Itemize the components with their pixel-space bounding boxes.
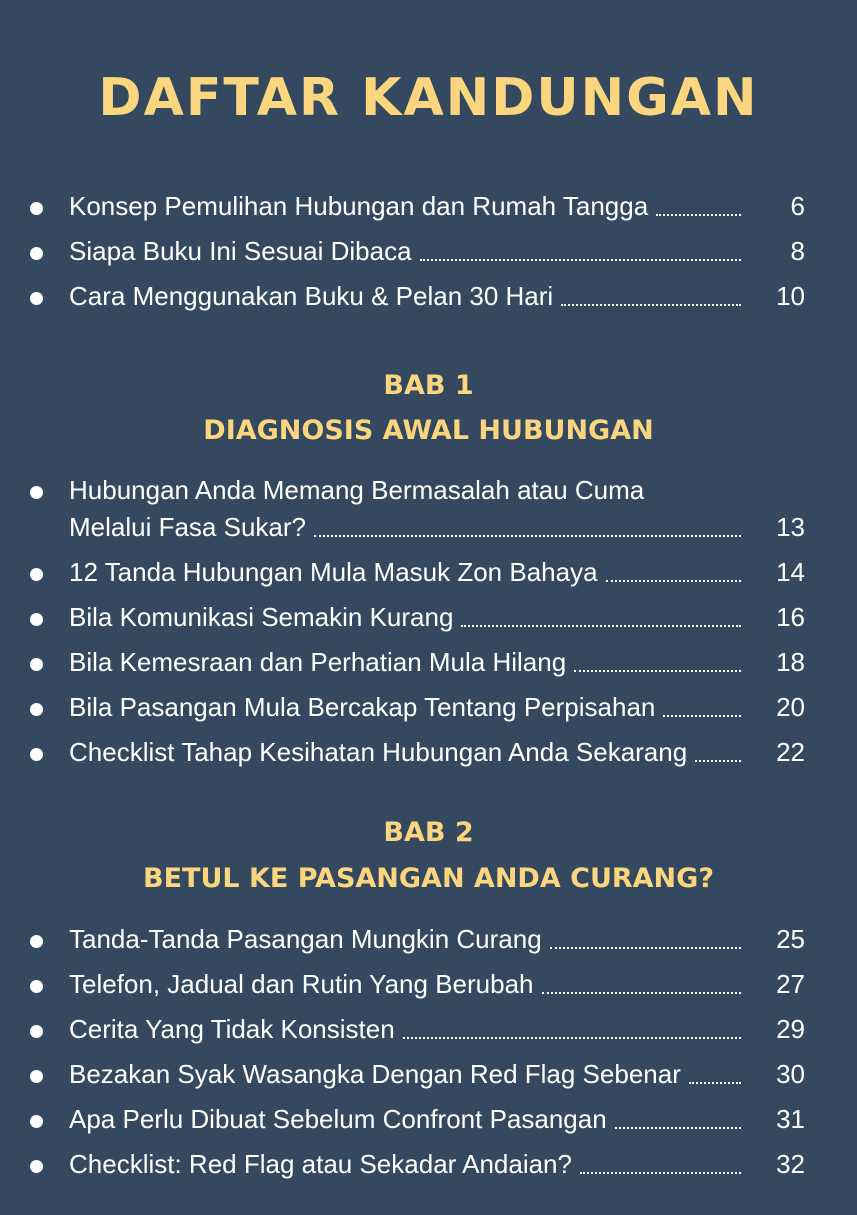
bullet-icon [30, 486, 43, 499]
toc-item-page: 14 [776, 557, 805, 587]
toc-item[interactable] [0, 597, 857, 642]
toc-item-label: Cerita Yang Tidak Konsisten [69, 1014, 395, 1044]
bullet-icon [30, 1025, 43, 1038]
page-title: DAFTAR KANDUNGAN [98, 68, 759, 128]
dot-leader [314, 535, 741, 537]
toc-item-label: 12 Tanda Hubungan Mula Masuk Zon Bahaya [69, 557, 598, 587]
bullet-icon [30, 935, 43, 948]
intro-list [0, 186, 857, 321]
bullet-icon [30, 703, 43, 716]
toc-item-page: 25 [776, 924, 805, 954]
dot-leader [403, 1037, 741, 1039]
chapter-title: DIAGNOSIS AWAL HUBUNGAN [203, 415, 654, 446]
dot-leader [663, 715, 741, 717]
toc-item-label: Melalui Fasa Sukar? [69, 512, 306, 542]
chapter-number: BAB 1 [383, 370, 474, 401]
toc-item[interactable] [0, 1009, 857, 1054]
toc-item[interactable] [0, 1099, 857, 1144]
toc-item[interactable] [0, 470, 857, 552]
bullet-icon [30, 202, 43, 215]
toc-item[interactable] [0, 276, 857, 321]
toc-item-page: 32 [776, 1149, 805, 1179]
toc-item-page: 13 [776, 512, 805, 542]
toc-item-label: Telefon, Jadual dan Rutin Yang Berubah [69, 969, 534, 999]
toc-item[interactable] [0, 231, 857, 276]
dot-leader [689, 1082, 741, 1084]
toc-item-label: Siapa Buku Ini Sesuai Dibaca [69, 236, 412, 266]
toc-item[interactable] [0, 964, 857, 1009]
toc-item-page: 27 [776, 969, 805, 999]
dot-leader [420, 259, 741, 261]
bullet-icon [30, 1070, 43, 1083]
toc-item-page: 16 [776, 602, 805, 632]
toc-item-label: Konsep Pemulihan Hubungan dan Rumah Tangga [69, 191, 649, 221]
toc-item[interactable] [0, 1144, 857, 1189]
toc-item-page: 18 [776, 647, 805, 677]
bullet-icon [30, 1160, 43, 1173]
toc-item-label: Checklist: Red Flag atau Sekadar Andaian? [69, 1149, 572, 1179]
dot-leader [461, 625, 741, 627]
toc-item[interactable] [0, 687, 857, 732]
bullet-icon [30, 292, 43, 305]
dot-leader [550, 947, 741, 949]
bullet-icon [30, 1115, 43, 1128]
dot-leader [615, 1127, 741, 1129]
bullet-icon [30, 568, 43, 581]
toc-item-label: Bila Pasangan Mula Bercakap Tentang Perpisahan [69, 692, 656, 722]
dot-leader [580, 1172, 741, 1174]
chapter-number: BAB 2 [383, 817, 474, 848]
bullet-icon [30, 247, 43, 260]
toc-item-label: Checklist Tahap Kesihatan Hubungan Anda Sekarang [69, 737, 688, 767]
toc-item-page: 29 [776, 1014, 805, 1044]
toc-item-page: 31 [776, 1104, 805, 1134]
toc-item-label: Bila Komunikasi Semakin Kurang [69, 602, 454, 632]
toc-item-label: Apa Perlu Dibuat Sebelum Confront Pasangan [69, 1104, 607, 1134]
chapter-1-list [0, 470, 857, 777]
toc-item[interactable] [0, 642, 857, 687]
bullet-icon [30, 613, 43, 626]
chapter-2-list [0, 919, 857, 1189]
toc-item-label: Cara Menggunakan Buku & Pelan 30 Hari [69, 281, 554, 311]
dot-leader [542, 992, 742, 994]
toc-item[interactable] [0, 732, 857, 777]
toc-item-label-line1: Hubungan Anda Memang Bermasalah atau Cuma [69, 475, 645, 505]
toc-item-label: Bezakan Syak Wasangka Dengan Red Flag Sebenar [69, 1059, 681, 1089]
toc-item-page: 6 [790, 191, 805, 221]
dot-leader [695, 760, 741, 762]
toc-item-label: Bila Kemesraan dan Perhatian Mula Hilang [69, 647, 567, 677]
bullet-icon [30, 980, 43, 993]
bullet-icon [30, 748, 43, 761]
toc-item[interactable] [0, 186, 857, 231]
toc-item-page: 20 [776, 692, 805, 722]
dot-leader [656, 214, 741, 216]
chapter-title: BETUL KE PASANGAN ANDA CURANG? [143, 863, 714, 894]
toc-item-label: Tanda-Tanda Pasangan Mungkin Curang [69, 924, 542, 954]
toc-item-page: 8 [790, 236, 805, 266]
dot-leader [606, 580, 741, 582]
toc-item[interactable] [0, 552, 857, 597]
dot-leader [574, 670, 741, 672]
toc-item-page: 10 [776, 281, 805, 311]
toc-item[interactable] [0, 1054, 857, 1099]
toc-item[interactable] [0, 919, 857, 964]
toc-item-page: 22 [776, 737, 805, 767]
bullet-icon [30, 658, 43, 671]
toc-item-page: 30 [776, 1059, 805, 1089]
dot-leader [561, 304, 741, 306]
